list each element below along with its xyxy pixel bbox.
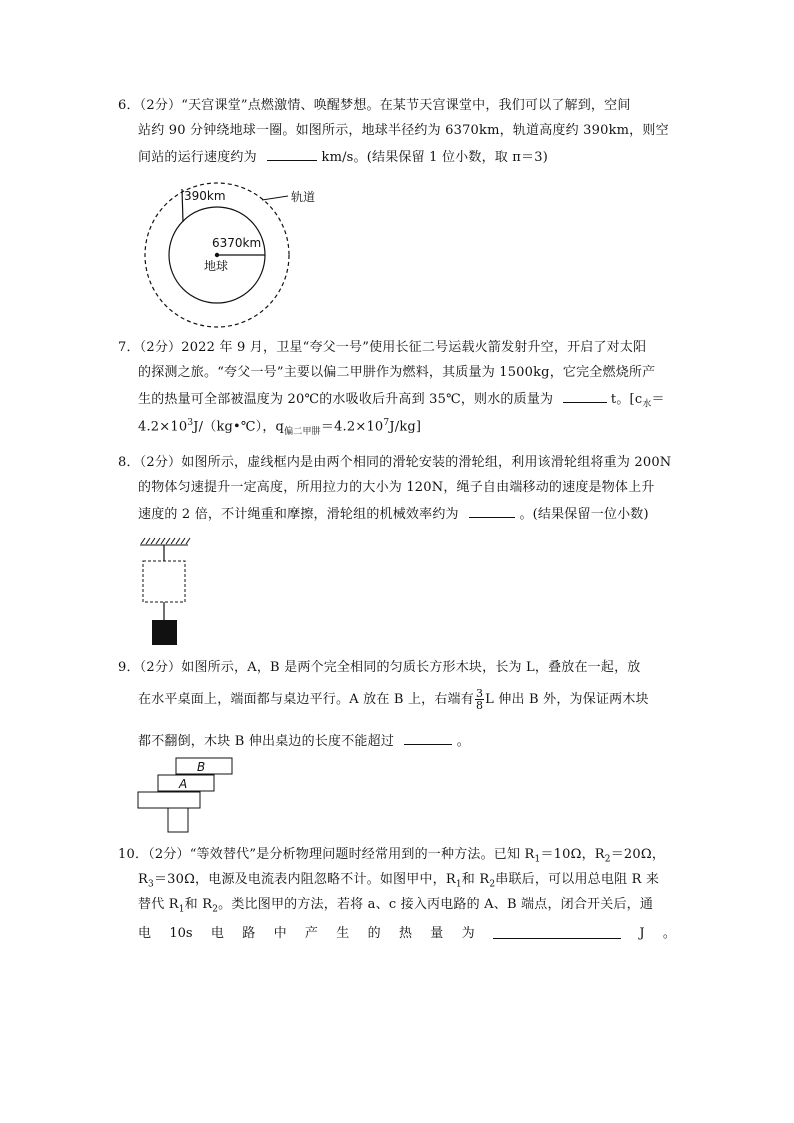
q6-answer-blank[interactable] [267,146,317,161]
q10-word: 路 [242,926,256,941]
q10-line1-s1: 1 [534,854,541,865]
table-leg [168,808,188,832]
q7-line4-sup1: 3 [187,418,194,428]
q10-line2-s3: 2 [489,879,496,890]
q10-word: 中 [273,926,287,941]
q7-line2: 的探测之旅。“夸父一号”主要以偏二甲肼作为燃料，其质量为 1500kg，它完全燃烧所产 [138,365,656,380]
pulley-figure [136,534,206,654]
q10-line2-d: 串联后，可以用总电阻 R 来 [495,872,660,887]
q8-answer-blank[interactable] [469,503,515,518]
q7-line4-sup2: 7 [383,418,390,428]
q6-line1: 6．（2分）“天宫课堂”点燃激情、唤醒梦想。在某节天宫课堂中，我们可以了解到，空间 [118,98,631,113]
q9-line1: 9．（2分）如图所示，A，B 是两个完全相同的匀质长方形木块，长为 L，叠放在一起，放 [118,660,641,675]
q10-line3-b: 和 R [184,897,213,912]
q9-line3-end: 。 [456,734,470,749]
q10-word: 为 [461,926,475,941]
q6-line3-text: 间站的运行速度约为 [138,150,257,165]
q10-line1-a: 10．（2分）“等效替代”是分析物理问题时经常用到的一种方法。已知 R [118,847,535,862]
q10-word: 电 [210,926,224,941]
q10-line3-s2: 2 [212,904,219,915]
q7-line4-a: 4.2×10 [138,419,188,435]
pulley-block-box [143,561,185,602]
q9-line2-end: L 伸出 B 外，为保证两木块 [485,692,649,707]
q10-word: 电 [138,926,152,941]
q10-unit: J [639,926,645,941]
q10-line3-s1: 1 [178,904,185,915]
q10-line2-a: R [138,872,148,887]
q10-word: 热 [398,926,412,941]
q10-line1-s2: 2 [604,854,611,865]
table-top [138,792,200,808]
q7-line4 [138,413,421,442]
q10-line1 [118,845,665,870]
q9-line2-text: 在水平桌面上，端面都与桌边平行。A 放在 B 上，右端有 [138,692,474,707]
q7-line3 [138,388,665,415]
q9-line3 [138,730,470,752]
q7-line3-eq: ＝ [651,392,665,407]
q7-line3-text: 生的热量可全部被温度为 20℃的水吸收后升高到 35℃，则水的质量为 [138,392,554,407]
q10-line1-c: ＝20Ω， [610,847,666,862]
q9-fraction [475,688,484,711]
q10-line2-s1: 3 [148,879,154,890]
ceiling-hatch [140,538,190,545]
q10-word: 量 [430,926,444,941]
q9-answer-blank[interactable] [404,730,452,745]
q10-line3-a: 替代 R [138,897,179,912]
q7-line4-sub: 偏二甲肼 [284,426,321,437]
q10-line1-b: ＝10Ω，R [540,847,605,862]
q10-line4 [138,924,676,944]
load-block [152,620,177,645]
q10-word: 的 [367,926,381,941]
q6-line2: 站约 90 分钟绕地球一圈。如图所示，地球半径约为 6370km，轨道高度约 390km，则空 [138,123,669,138]
q9-frac-den: 8 [475,699,484,712]
q10-line2-c: 和 R [461,872,490,887]
q7-line3-sub: 水 [642,399,652,410]
q9-line3-text: 都不翻倒，木块 B 伸出桌边的长度不能超过 [138,734,395,749]
orbit-leader-line [262,196,288,200]
q10-answer-blank[interactable] [493,924,621,939]
q10-word: 10s [169,926,193,941]
radius-label: 6370km [212,236,262,250]
earth-label: 地球 [204,259,229,273]
q9-frac-num: 3 [475,687,484,700]
q10-line2 [138,870,659,895]
q10-end: 。 [662,926,676,941]
orbit-figure [140,170,340,330]
q10-line2-b: ＝30Ω，电源及电流表内阻忽略不计。如图甲中，R [153,872,456,887]
q10-word: 生 [336,926,350,941]
q7-line3-unit: t。[c [610,392,643,407]
q8-line3 [138,503,649,525]
q7-line4-b: J/（kg•℃），q [193,419,285,435]
q8-line1: 8．（2分）如图所示，虚线框内是由两个相同的滑轮安装的滑轮组，利用该滑轮组将重为 200N [118,455,672,470]
q7-line4-d: J/kg] [389,419,422,435]
block-b-label: B [197,760,206,774]
q7-line1: 7．（2分）2022 年 9 月，卫星“夸父一号”使用长征二号运载火箭发射升空，开启了对太阳 [118,340,647,355]
q7-answer-blank[interactable] [563,388,607,403]
q10-line3 [138,895,653,920]
q10-line3-c: 。类比图甲的方法，若将 a、c 接入丙电路的 A、B 端点，闭合开关后，通 [218,897,654,912]
q8-line3-text: 速度的 2 倍，不计绳重和摩擦，滑轮组的机械效率约为 [138,507,459,522]
q6-line3-end: km/s。(结果保留 1 位小数，取 π＝3) [321,150,548,165]
q8-line3-end: 。(结果保留一位小数) [519,507,649,522]
q10-line2-s2: 1 [455,879,462,890]
q10-word: 产 [304,926,318,941]
orbit-label: 轨道 [291,190,316,204]
block-a-label: A [179,777,188,791]
q6-line3 [138,146,548,168]
q8-line2: 的物体匀速提升一定高度，所用拉力的大小为 120N，绳子自由端移动的速度是物体上升 [138,480,655,495]
orbit-height-label: 390km [184,189,226,203]
q7-line4-c: ＝4.2×10 [320,419,384,435]
q9-line2 [138,688,649,711]
altitude-line [182,189,183,222]
blocks-figure [136,756,246,836]
